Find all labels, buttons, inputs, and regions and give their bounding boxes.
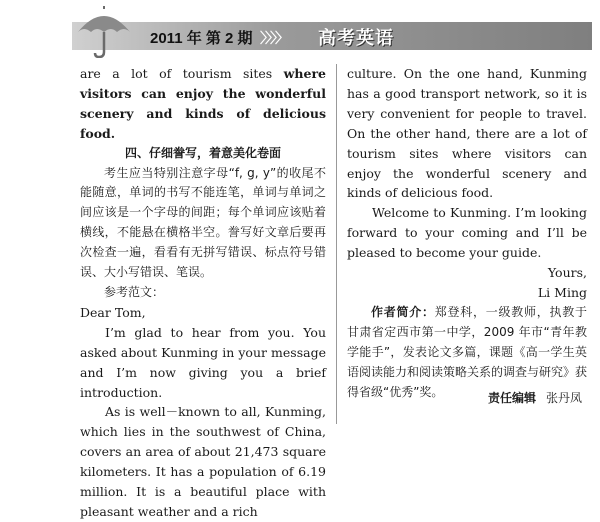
letter-signature: Li Ming [537, 284, 587, 300]
left-column [80, 64, 326, 522]
writing-tip-paragraph: 考生应当特别注意字母“f, g, y”的收尾不能随意，单词的书写不能连笔，单词与单词之间应该是一个字母的间距；每个单词应该贴着横线，不能悬在横格半空。誊写好文章后要再次检查一遍，看看有无拼写错误、标点符号错误、大小写错误、笔误。 [80, 165, 326, 280]
editor-label: 责任编辑 [487, 391, 536, 405]
salutation: Dear Tom, [80, 304, 146, 320]
letter-paragraph-3: Welcome to Kunming. I’m looking forward to your coming and I’ll be pleased to become your guide. [347, 205, 587, 261]
letter-paragraph-2-continued: culture. On the one hand, Kunming has a good transport network, so it is very convenient for people to travel. On the other hand, there are a lot of tourism sites where visitors can enjoy the wonderful scenery and kinds of delicious food. [347, 66, 587, 201]
column-divider [336, 64, 337, 424]
paragraph-tourism [80, 64, 326, 144]
magazine-title: 高考英语 [318, 28, 394, 49]
section-heading: 四、仔细誊写，着意美化卷面 [124, 145, 281, 160]
right-column [347, 64, 587, 402]
issue-label: 2011 年 第 2 期 [150, 30, 253, 47]
editor-name: 张丹凤 [545, 391, 582, 405]
author-text: 郑登科，一级教师，执教于甘肃省定西市第一中学，2009 年市“青年教学能手”，发表论文多篇，课题《高一学生英语阅读能力和阅读策略关系的调查与研究》获得省级“优秀”奖。 [347, 304, 588, 399]
tourism-bold-text: where visitors can enjoy the wonderful scenery and kinds of delicious food. [80, 66, 326, 141]
author-label: 作者简介： [371, 304, 435, 319]
author-bio [347, 303, 587, 403]
letter-paragraph-2: As is well－known to all, Kunming, which lies in the southwest of China, covers an area of about 21,473 square kilometers. It has a population of 6.19 million. It is a beautiful place with pleasant weather and a rich [80, 404, 326, 519]
responsible-editor [488, 389, 582, 406]
chevron-decoration: 〉〉〉〉 [260, 31, 287, 47]
tourism-text: are a lot of tourism sites [80, 66, 284, 81]
sample-label: 参考范文： [104, 284, 165, 299]
letter-closing: Yours, [547, 265, 587, 281]
letter-paragraph-1: I’m glad to hear from you. You asked about Kunming in your message and I’m now giving you a brief introduction. [80, 324, 326, 400]
umbrella-icon [74, 6, 134, 58]
page-header [0, 0, 600, 60]
